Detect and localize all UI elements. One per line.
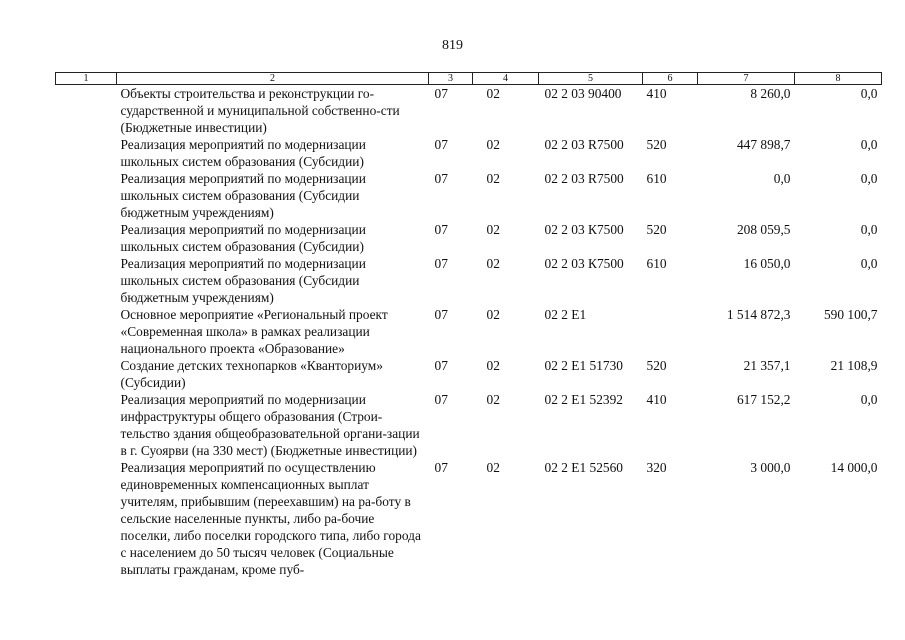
row-number-cell — [56, 221, 117, 255]
section-cell: 07 — [434, 358, 448, 373]
table-row — [56, 85, 882, 137]
target-code-cell: 02 2 03 К7500 — [544, 256, 624, 271]
subsection-cell: 02 — [486, 256, 500, 271]
amount-column-7-cell: 208 059,5 — [736, 222, 791, 237]
table-row — [56, 136, 882, 170]
target-code-cell: 02 2 E1 52560 — [544, 460, 623, 475]
amount-column-8-cell: 0,0 — [860, 256, 878, 271]
row-number-cell — [56, 391, 117, 459]
item-name-cell: Реализация мероприятий по модернизации школьных систем образования (Субсидии бюджетным учреждениям) — [120, 171, 366, 220]
item-name-cell: Реализация мероприятий по модернизации инфраструктуры общего образования (Строи-тельство здания общеобразовательной органи-зации в г. Суоярви (на 330 мест) (Бюджетные инвестиции) — [120, 392, 420, 458]
column-header-3: 3 — [429, 73, 473, 85]
expense-type-cell: 320 — [646, 460, 667, 475]
section-cell: 07 — [434, 256, 448, 271]
amount-column-7-cell: 617 152,2 — [736, 392, 791, 407]
section-cell: 07 — [434, 137, 448, 152]
column-header-7: 7 — [698, 73, 795, 85]
target-code-cell: 02 2 E1 52392 — [544, 392, 623, 407]
expense-type-cell: 520 — [646, 222, 667, 237]
table-row — [56, 255, 882, 306]
row-number-cell — [56, 136, 117, 170]
item-name-cell: Реализация мероприятий по модернизации школьных систем образования (Субсидии бюджетным учреждениям) — [120, 256, 366, 305]
table-row — [56, 170, 882, 221]
item-name-cell: Создание детских технопарков «Кванториум» (Субсидии) — [120, 358, 383, 390]
amount-column-7-cell: 21 357,1 — [743, 358, 791, 373]
column-header-4: 4 — [473, 73, 539, 85]
amount-column-8-cell: 0,0 — [860, 171, 878, 186]
amount-column-7-cell: 447 898,7 — [736, 137, 791, 152]
amount-column-7-cell: 3 000,0 — [750, 460, 791, 475]
row-number-cell — [56, 459, 117, 578]
column-number-header-row — [56, 73, 882, 85]
section-cell: 07 — [434, 460, 448, 475]
table-row — [56, 459, 882, 578]
subsection-cell: 02 — [486, 460, 500, 475]
budget-table — [55, 72, 882, 578]
expense-type-cell — [643, 306, 698, 357]
section-cell: 07 — [434, 307, 448, 322]
expense-type-cell: 610 — [646, 171, 667, 186]
amount-column-7-cell: 1 514 872,3 — [726, 307, 791, 322]
subsection-cell: 02 — [486, 392, 500, 407]
amount-column-8-cell: 590 100,7 — [823, 307, 878, 322]
amount-column-7-cell: 8 260,0 — [750, 86, 791, 101]
target-code-cell: 02 2 03 R7500 — [544, 171, 624, 186]
subsection-cell: 02 — [486, 358, 500, 373]
target-code-cell: 02 2 E1 51730 — [544, 358, 623, 373]
column-header-8: 8 — [795, 73, 882, 85]
target-code-cell: 02 2 03 К7500 — [544, 222, 624, 237]
item-name-cell: Реализация мероприятий по модернизации школьных систем образования (Субсидии) — [120, 137, 366, 169]
subsection-cell: 02 — [486, 137, 500, 152]
subsection-cell: 02 — [486, 86, 500, 101]
amount-column-8-cell: 21 108,9 — [830, 358, 878, 373]
item-name-cell: Основное мероприятие «Региональный проект «Современная школа» в рамках реализации национального проекта «Образование» — [120, 307, 388, 356]
column-header-1: 1 — [56, 73, 117, 85]
row-number-cell — [56, 255, 117, 306]
item-name-cell: Объекты строительства и реконструкции го-сударственной и муниципальной собственно-сти (Бюджетные инвестиции) — [120, 86, 400, 135]
amount-column-8-cell: 0,0 — [860, 137, 878, 152]
page-number: 819 — [442, 38, 463, 53]
amount-column-7-cell: 16 050,0 — [743, 256, 791, 271]
expense-type-cell: 520 — [646, 358, 667, 373]
row-number-cell — [56, 85, 117, 137]
table-row — [56, 357, 882, 391]
table-row — [56, 306, 882, 357]
subsection-cell: 02 — [486, 307, 500, 322]
expense-type-cell: 410 — [646, 86, 667, 101]
amount-column-8-cell: 14 000,0 — [830, 460, 878, 475]
column-header-2: 2 — [117, 73, 429, 85]
amount-column-8-cell: 0,0 — [860, 222, 878, 237]
table-row — [56, 221, 882, 255]
table-row — [56, 391, 882, 459]
expense-type-cell: 520 — [646, 137, 667, 152]
expense-type-cell: 410 — [646, 392, 667, 407]
column-header-5: 5 — [539, 73, 643, 85]
item-name-cell: Реализация мероприятий по модернизации школьных систем образования (Субсидии) — [120, 222, 366, 254]
section-cell: 07 — [434, 222, 448, 237]
subsection-cell: 02 — [486, 222, 500, 237]
target-code-cell: 02 2 E1 — [544, 307, 587, 322]
section-cell: 07 — [434, 171, 448, 186]
target-code-cell: 02 2 03 90400 — [544, 86, 622, 101]
expense-type-cell: 610 — [646, 256, 667, 271]
item-name-cell: Реализация мероприятий по осуществлению единовременных компенсационных выплат учителям, прибывшим (переехавшим) на ра-боту в сельские населенные пункты, либо ра-бочие поселки, либо поселки городского типа, либо города с населением до 50 тысяч человек (Социальные выплаты гражданам, кроме пуб- — [120, 460, 421, 577]
target-code-cell: 02 2 03 R7500 — [544, 137, 624, 152]
amount-column-8-cell: 0,0 — [860, 392, 878, 407]
section-cell: 07 — [434, 86, 448, 101]
row-number-cell — [56, 170, 117, 221]
column-header-6: 6 — [643, 73, 698, 85]
subsection-cell: 02 — [486, 171, 500, 186]
table-body — [56, 85, 882, 579]
section-cell: 07 — [434, 392, 448, 407]
row-number-cell — [56, 306, 117, 357]
row-number-cell — [56, 357, 117, 391]
amount-column-7-cell: 0,0 — [773, 171, 791, 186]
amount-column-8-cell: 0,0 — [860, 86, 878, 101]
